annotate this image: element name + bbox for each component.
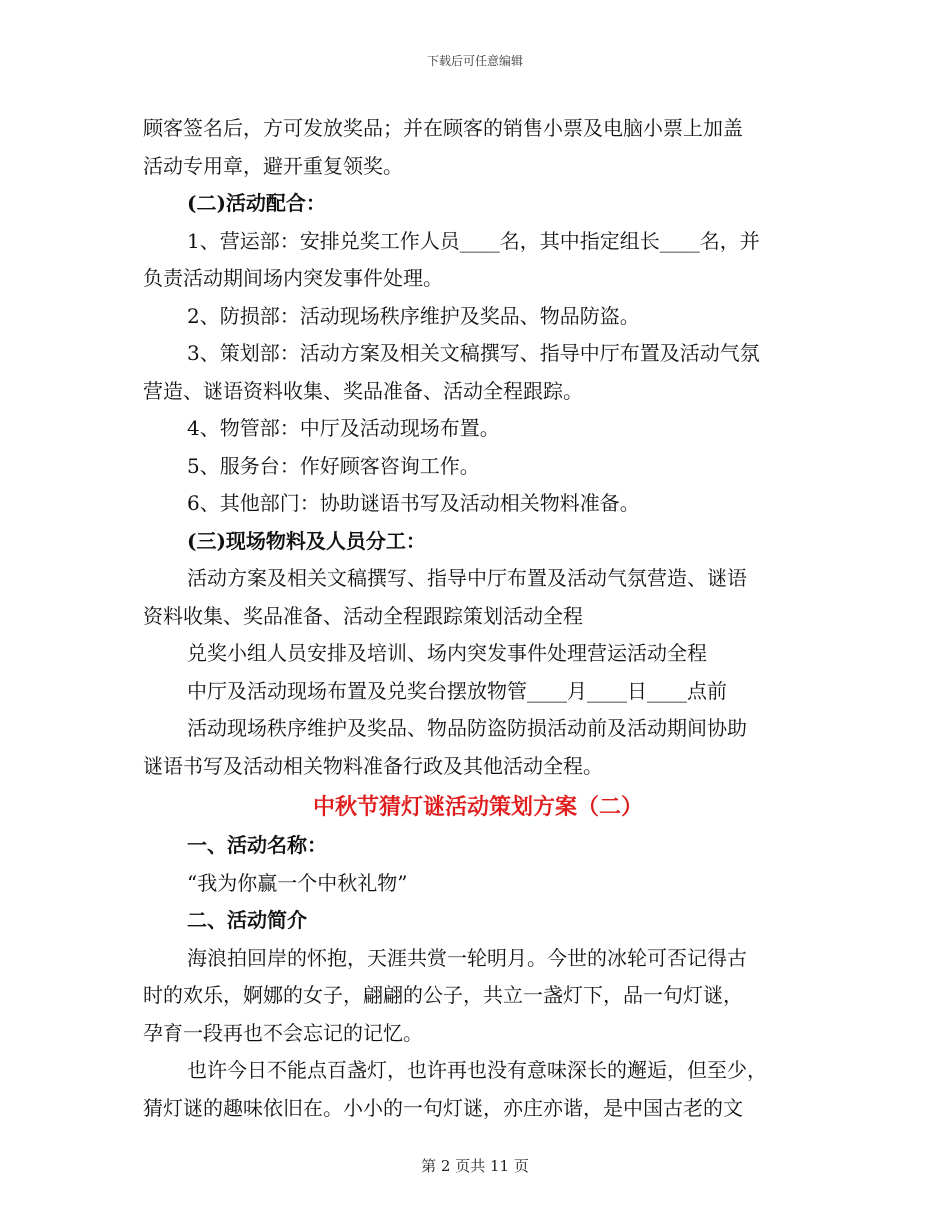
text-line: 4、物管部：中厅及活动现场布置。 — [187, 416, 500, 440]
section-heading: 二、活动简介 — [187, 908, 307, 932]
text-line: 顾客签名后，方可发放奖品；并在顾客的销售小票及电脑小票上加盖 — [143, 116, 743, 140]
text-line: 活动现场秩序维护及奖品、物品防盗防损活动前及活动期间协助 — [187, 716, 747, 740]
text-line: 3、策划部：活动方案及相关文稿撰写、指导中厅布置及活动气氛 — [187, 341, 760, 365]
text-line: 海浪拍回岸的怀抱，天涯共赏一轮明月。今世的冰轮可否记得古 — [187, 945, 747, 970]
text-line: 也许今日不能点百盏灯，也许再也没有意味深长的邂逅，但至少， — [187, 1058, 767, 1082]
text-line: 1、营运部：安排兑奖工作人员____名，其中指定组长____名，并 — [187, 228, 760, 253]
text-line: 谜语书写及活动相关物料准备行政及其他活动全程。 — [143, 753, 603, 778]
page-footer: 第 2 页共 11 页 — [421, 1157, 529, 1175]
text-line: 5、服务台：作好顾客咨询工作。 — [187, 453, 480, 478]
text-line: 2、防损部：活动现场秩序维护及奖品、物品防盗。 — [187, 303, 640, 328]
document-body — [143, 110, 813, 1127]
text-line: 兑奖小组人员安排及培训、场内突发事件处理营运活动全程 — [187, 641, 707, 665]
text-line: “我为你赢一个中秋礼物” — [187, 870, 408, 895]
page-header: 下载后可任意编辑 — [426, 54, 523, 68]
text-line: 时的欢乐，婀娜的女子，翩翩的公子，共立一盏灯下，品一句灯谜， — [143, 983, 743, 1007]
text-line: 资料收集、奖品准备、活动全程跟踪策划活动全程 — [143, 603, 583, 628]
text-line: 孕育一段再也不会忘记的记忆。 — [143, 1020, 423, 1045]
text-line: 营造、谜语资料收集、奖品准备、活动全程跟踪。 — [143, 378, 583, 403]
text-line: 猜灯谜的趣味依旧在。小小的一句灯谜，亦庄亦谐，是中国古老的文 — [143, 1095, 743, 1120]
section-heading: (二)活动配合： — [187, 191, 326, 215]
body-paragraphs — [143, 110, 813, 785]
section-heading: 一、活动名称： — [187, 833, 327, 857]
section-paragraphs — [143, 827, 813, 1127]
section-title: 中秋节猜灯谜活动策划方案（二） — [312, 794, 643, 820]
section-heading: (三)现场物料及人员分工： — [187, 528, 426, 553]
text-line: 活动方案及相关文稿撰写、指导中厅布置及活动气氛营造、谜语 — [187, 566, 747, 590]
text-line: 负责活动期间场内突发事件处理。 — [143, 266, 443, 290]
text-line: 活动专用章，避开重复领奖。 — [143, 153, 403, 178]
text-line: 中厅及活动现场布置及兑奖台摆放物管____月____日____点前 — [187, 678, 727, 703]
text-line: 6、其他部门：协助谜语书写及活动相关物料准备。 — [187, 491, 640, 515]
